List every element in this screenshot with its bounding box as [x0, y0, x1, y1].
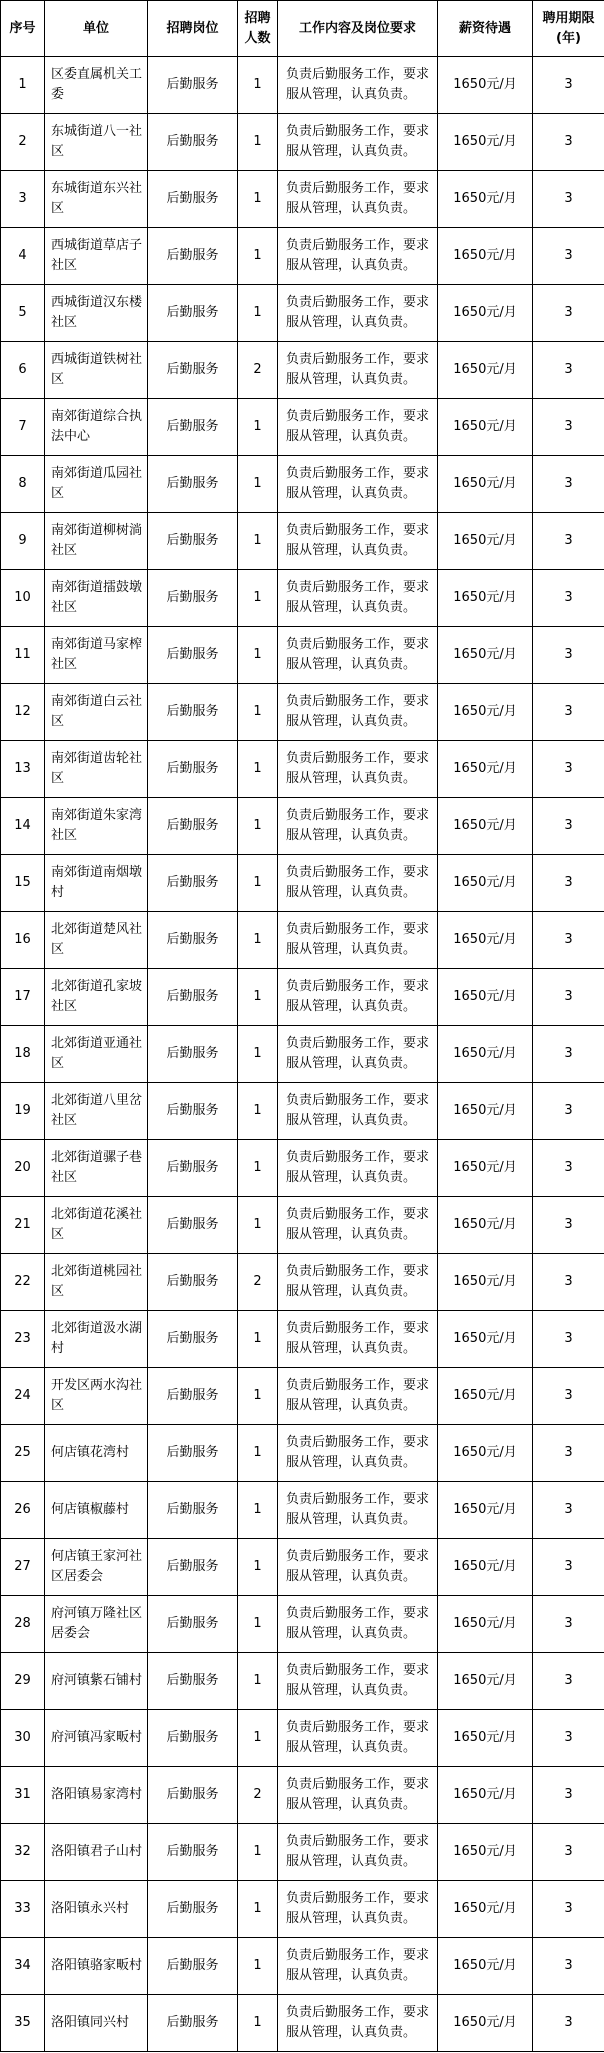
cell-unit: 北郊街道楚风社区 [45, 912, 148, 969]
cell-unit: 府河镇万隆社区居委会 [45, 1596, 148, 1653]
cell-salary: 1650元/月 [438, 1083, 533, 1140]
cell-position: 后勤服务 [148, 57, 238, 114]
cell-position: 后勤服务 [148, 1995, 238, 2052]
table-row [1, 456, 604, 513]
cell-count: 1 [238, 1596, 278, 1653]
cell-unit: 北郊街道亚通社区 [45, 1026, 148, 1083]
cell-salary: 1650元/月 [438, 57, 533, 114]
cell-position: 后勤服务 [148, 969, 238, 1026]
cell-salary: 1650元/月 [438, 1425, 533, 1482]
cell-position: 后勤服务 [148, 741, 238, 798]
cell-seq: 15 [1, 855, 45, 912]
cell-seq: 31 [1, 1767, 45, 1824]
cell-position: 后勤服务 [148, 1254, 238, 1311]
cell-seq: 35 [1, 1995, 45, 2052]
cell-unit: 南郊街道齿轮社区 [45, 741, 148, 798]
cell-salary: 1650元/月 [438, 1653, 533, 1710]
cell-desc: 负责后勤服务工作，要求服从管理，认真负责。 [278, 855, 438, 912]
cell-salary: 1650元/月 [438, 1539, 533, 1596]
table-row [1, 627, 604, 684]
cell-seq: 21 [1, 1197, 45, 1254]
table-row [1, 1482, 604, 1539]
cell-position: 后勤服务 [148, 342, 238, 399]
cell-count: 1 [238, 741, 278, 798]
cell-seq: 1 [1, 57, 45, 114]
cell-unit: 南郊街道综合执法中心 [45, 399, 148, 456]
cell-term: 3 [533, 1596, 604, 1653]
cell-unit: 洛阳镇易家湾村 [45, 1767, 148, 1824]
cell-term: 3 [533, 684, 604, 741]
cell-position: 后勤服务 [148, 855, 238, 912]
cell-count: 1 [238, 1881, 278, 1938]
cell-count: 1 [238, 1197, 278, 1254]
cell-unit: 北郊街道八里岔社区 [45, 1083, 148, 1140]
cell-desc: 负责后勤服务工作，要求服从管理，认真负责。 [278, 1425, 438, 1482]
cell-seq: 17 [1, 969, 45, 1026]
table-row [1, 1368, 604, 1425]
cell-term: 3 [533, 1710, 604, 1767]
cell-seq: 23 [1, 1311, 45, 1368]
cell-unit: 何店镇花湾村 [45, 1425, 148, 1482]
header-salary: 薪资待遇 [438, 1, 533, 57]
cell-seq: 14 [1, 798, 45, 855]
table-row [1, 1824, 604, 1881]
table-row [1, 684, 604, 741]
table-row [1, 1197, 604, 1254]
cell-term: 3 [533, 1482, 604, 1539]
cell-desc: 负责后勤服务工作，要求服从管理，认真负责。 [278, 1254, 438, 1311]
cell-term: 3 [533, 1140, 604, 1197]
cell-salary: 1650元/月 [438, 285, 533, 342]
cell-unit: 南郊街道擂鼓墩社区 [45, 570, 148, 627]
cell-position: 后勤服务 [148, 912, 238, 969]
cell-salary: 1650元/月 [438, 1596, 533, 1653]
cell-desc: 负责后勤服务工作，要求服从管理，认真负责。 [278, 1026, 438, 1083]
cell-desc: 负责后勤服务工作，要求服从管理，认真负责。 [278, 1197, 438, 1254]
cell-unit: 开发区两水沟社区 [45, 1368, 148, 1425]
cell-desc: 负责后勤服务工作，要求服从管理，认真负责。 [278, 912, 438, 969]
table-row [1, 114, 604, 171]
cell-term: 3 [533, 1083, 604, 1140]
cell-desc: 负责后勤服务工作，要求服从管理，认真负责。 [278, 798, 438, 855]
cell-count: 1 [238, 171, 278, 228]
cell-unit: 洛阳镇永兴村 [45, 1881, 148, 1938]
cell-salary: 1650元/月 [438, 1026, 533, 1083]
cell-term: 3 [533, 57, 604, 114]
table-row [1, 171, 604, 228]
cell-seq: 32 [1, 1824, 45, 1881]
cell-term: 3 [533, 570, 604, 627]
cell-desc: 负责后勤服务工作，要求服从管理，认真负责。 [278, 285, 438, 342]
cell-desc: 负责后勤服务工作，要求服从管理，认真负责。 [278, 1482, 438, 1539]
table-row [1, 285, 604, 342]
cell-term: 3 [533, 342, 604, 399]
cell-unit: 东城街道东兴社区 [45, 171, 148, 228]
cell-count: 1 [238, 114, 278, 171]
cell-term: 3 [533, 228, 604, 285]
table-row [1, 1710, 604, 1767]
cell-seq: 24 [1, 1368, 45, 1425]
cell-position: 后勤服务 [148, 1881, 238, 1938]
cell-salary: 1650元/月 [438, 627, 533, 684]
cell-position: 后勤服务 [148, 1083, 238, 1140]
cell-desc: 负责后勤服务工作，要求服从管理，认真负责。 [278, 228, 438, 285]
cell-term: 3 [533, 456, 604, 513]
cell-seq: 10 [1, 570, 45, 627]
cell-position: 后勤服务 [148, 1368, 238, 1425]
cell-unit: 西城街道汉东楼社区 [45, 285, 148, 342]
table-row [1, 1767, 604, 1824]
cell-seq: 28 [1, 1596, 45, 1653]
cell-term: 3 [533, 1197, 604, 1254]
cell-salary: 1650元/月 [438, 456, 533, 513]
cell-term: 3 [533, 627, 604, 684]
cell-desc: 负责后勤服务工作，要求服从管理，认真负责。 [278, 1938, 438, 1995]
cell-salary: 1650元/月 [438, 1995, 533, 2052]
cell-seq: 3 [1, 171, 45, 228]
cell-salary: 1650元/月 [438, 342, 533, 399]
cell-count: 1 [238, 399, 278, 456]
cell-count: 1 [238, 1653, 278, 1710]
cell-count: 1 [238, 1482, 278, 1539]
cell-count: 1 [238, 1710, 278, 1767]
cell-unit: 南郊街道朱家湾社区 [45, 798, 148, 855]
table-row [1, 228, 604, 285]
cell-desc: 负责后勤服务工作，要求服从管理，认真负责。 [278, 570, 438, 627]
cell-salary: 1650元/月 [438, 513, 533, 570]
cell-count: 1 [238, 912, 278, 969]
cell-unit: 北郊街道桃园社区 [45, 1254, 148, 1311]
cell-count: 1 [238, 1938, 278, 1995]
cell-count: 1 [238, 1083, 278, 1140]
table-row [1, 741, 604, 798]
table-row [1, 57, 604, 114]
cell-desc: 负责后勤服务工作，要求服从管理，认真负责。 [278, 399, 438, 456]
cell-seq: 34 [1, 1938, 45, 1995]
cell-position: 后勤服务 [148, 513, 238, 570]
cell-term: 3 [533, 285, 604, 342]
cell-term: 3 [533, 912, 604, 969]
table-row [1, 1995, 604, 2052]
cell-seq: 22 [1, 1254, 45, 1311]
cell-count: 1 [238, 798, 278, 855]
table-row [1, 912, 604, 969]
cell-salary: 1650元/月 [438, 114, 533, 171]
cell-desc: 负责后勤服务工作，要求服从管理，认真负责。 [278, 627, 438, 684]
cell-seq: 13 [1, 741, 45, 798]
cell-unit: 洛阳镇同兴村 [45, 1995, 148, 2052]
cell-seq: 5 [1, 285, 45, 342]
cell-desc: 负责后勤服务工作，要求服从管理，认真负责。 [278, 741, 438, 798]
table-row [1, 1539, 604, 1596]
cell-seq: 29 [1, 1653, 45, 1710]
cell-desc: 负责后勤服务工作，要求服从管理，认真负责。 [278, 1539, 438, 1596]
cell-unit: 区委直属机关工委 [45, 57, 148, 114]
cell-position: 后勤服务 [148, 1539, 238, 1596]
table-row [1, 1653, 604, 1710]
header-unit: 单位 [45, 1, 148, 57]
cell-seq: 19 [1, 1083, 45, 1140]
cell-term: 3 [533, 1938, 604, 1995]
cell-position: 后勤服务 [148, 1425, 238, 1482]
table-row [1, 1311, 604, 1368]
cell-unit: 北郊街道汲水湖村 [45, 1311, 148, 1368]
cell-position: 后勤服务 [148, 1026, 238, 1083]
table-row [1, 513, 604, 570]
cell-salary: 1650元/月 [438, 228, 533, 285]
cell-seq: 30 [1, 1710, 45, 1767]
cell-unit: 北郊街道孔家坡社区 [45, 969, 148, 1026]
cell-desc: 负责后勤服务工作，要求服从管理，认真负责。 [278, 1653, 438, 1710]
cell-count: 2 [238, 1254, 278, 1311]
cell-count: 1 [238, 1539, 278, 1596]
header-row [1, 1, 604, 57]
cell-desc: 负责后勤服务工作，要求服从管理，认真负责。 [278, 456, 438, 513]
table-row [1, 1596, 604, 1653]
cell-position: 后勤服务 [148, 627, 238, 684]
cell-term: 3 [533, 798, 604, 855]
cell-unit: 何店镇王家河社区居委会 [45, 1539, 148, 1596]
cell-salary: 1650元/月 [438, 1482, 533, 1539]
cell-salary: 1650元/月 [438, 1710, 533, 1767]
cell-position: 后勤服务 [148, 798, 238, 855]
cell-count: 1 [238, 456, 278, 513]
table-row [1, 570, 604, 627]
cell-term: 3 [533, 1425, 604, 1482]
cell-position: 后勤服务 [148, 171, 238, 228]
cell-unit: 南郊街道白云社区 [45, 684, 148, 741]
cell-count: 1 [238, 1311, 278, 1368]
cell-term: 3 [533, 1539, 604, 1596]
cell-seq: 16 [1, 912, 45, 969]
cell-desc: 负责后勤服务工作，要求服从管理，认真负责。 [278, 1140, 438, 1197]
cell-position: 后勤服务 [148, 1938, 238, 1995]
cell-unit: 洛阳镇君子山村 [45, 1824, 148, 1881]
cell-desc: 负责后勤服务工作，要求服从管理，认真负责。 [278, 57, 438, 114]
cell-position: 后勤服务 [148, 228, 238, 285]
cell-desc: 负责后勤服务工作，要求服从管理，认真负责。 [278, 1368, 438, 1425]
cell-seq: 8 [1, 456, 45, 513]
cell-term: 3 [533, 513, 604, 570]
table-row [1, 1938, 604, 1995]
cell-term: 3 [533, 1881, 604, 1938]
cell-term: 3 [533, 114, 604, 171]
cell-count: 1 [238, 1026, 278, 1083]
cell-desc: 负责后勤服务工作，要求服从管理，认真负责。 [278, 114, 438, 171]
header-count: 招聘人数 [238, 1, 278, 57]
cell-seq: 26 [1, 1482, 45, 1539]
table-row [1, 798, 604, 855]
cell-position: 后勤服务 [148, 285, 238, 342]
cell-unit: 西城街道铁树社区 [45, 342, 148, 399]
header-seq: 序号 [1, 1, 45, 57]
cell-salary: 1650元/月 [438, 1311, 533, 1368]
cell-salary: 1650元/月 [438, 855, 533, 912]
cell-desc: 负责后勤服务工作，要求服从管理，认真负责。 [278, 171, 438, 228]
header-position: 招聘岗位 [148, 1, 238, 57]
cell-seq: 20 [1, 1140, 45, 1197]
cell-term: 3 [533, 171, 604, 228]
cell-position: 后勤服务 [148, 1197, 238, 1254]
cell-unit: 南郊街道瓜园社区 [45, 456, 148, 513]
cell-seq: 6 [1, 342, 45, 399]
cell-count: 1 [238, 1995, 278, 2052]
cell-seq: 7 [1, 399, 45, 456]
cell-salary: 1650元/月 [438, 741, 533, 798]
table-row [1, 1425, 604, 1482]
cell-seq: 2 [1, 114, 45, 171]
table-row [1, 399, 604, 456]
cell-term: 3 [533, 1254, 604, 1311]
cell-salary: 1650元/月 [438, 1254, 533, 1311]
cell-salary: 1650元/月 [438, 1881, 533, 1938]
cell-count: 1 [238, 513, 278, 570]
cell-count: 1 [238, 1368, 278, 1425]
cell-position: 后勤服务 [148, 456, 238, 513]
cell-seq: 18 [1, 1026, 45, 1083]
cell-salary: 1650元/月 [438, 570, 533, 627]
cell-count: 1 [238, 228, 278, 285]
cell-count: 1 [238, 57, 278, 114]
table-row [1, 969, 604, 1026]
table-row [1, 855, 604, 912]
cell-unit: 府河镇紫石铺村 [45, 1653, 148, 1710]
cell-desc: 负责后勤服务工作，要求服从管理，认真负责。 [278, 513, 438, 570]
cell-salary: 1650元/月 [438, 1368, 533, 1425]
cell-seq: 9 [1, 513, 45, 570]
cell-count: 1 [238, 684, 278, 741]
cell-count: 2 [238, 342, 278, 399]
cell-salary: 1650元/月 [438, 171, 533, 228]
cell-position: 后勤服务 [148, 1482, 238, 1539]
cell-salary: 1650元/月 [438, 684, 533, 741]
cell-count: 1 [238, 570, 278, 627]
cell-salary: 1650元/月 [438, 1197, 533, 1254]
cell-position: 后勤服务 [148, 1311, 238, 1368]
cell-term: 3 [533, 399, 604, 456]
cell-count: 2 [238, 1767, 278, 1824]
cell-unit: 南郊街道南烟墩村 [45, 855, 148, 912]
cell-position: 后勤服务 [148, 684, 238, 741]
cell-term: 3 [533, 1368, 604, 1425]
table-row [1, 1140, 604, 1197]
cell-desc: 负责后勤服务工作，要求服从管理，认真负责。 [278, 1311, 438, 1368]
cell-position: 后勤服务 [148, 1824, 238, 1881]
cell-unit: 北郊街道花溪社区 [45, 1197, 148, 1254]
cell-term: 3 [533, 1824, 604, 1881]
cell-position: 后勤服务 [148, 570, 238, 627]
cell-seq: 12 [1, 684, 45, 741]
cell-unit: 南郊街道马家榨社区 [45, 627, 148, 684]
cell-term: 3 [533, 1767, 604, 1824]
cell-desc: 负责后勤服务工作，要求服从管理，认真负责。 [278, 1710, 438, 1767]
cell-count: 1 [238, 627, 278, 684]
header-term: 聘用期限(年) [533, 1, 604, 57]
cell-unit: 府河镇冯家畈村 [45, 1710, 148, 1767]
cell-desc: 负责后勤服务工作，要求服从管理，认真负责。 [278, 1995, 438, 2052]
cell-position: 后勤服务 [148, 1140, 238, 1197]
cell-count: 1 [238, 969, 278, 1026]
cell-position: 后勤服务 [148, 1653, 238, 1710]
table-row [1, 1254, 604, 1311]
cell-desc: 负责后勤服务工作，要求服从管理，认真负责。 [278, 1881, 438, 1938]
cell-count: 1 [238, 855, 278, 912]
cell-salary: 1650元/月 [438, 1824, 533, 1881]
cell-salary: 1650元/月 [438, 1140, 533, 1197]
cell-unit: 南郊街道柳树淌社区 [45, 513, 148, 570]
cell-salary: 1650元/月 [438, 1767, 533, 1824]
cell-desc: 负责后勤服务工作，要求服从管理，认真负责。 [278, 684, 438, 741]
cell-salary: 1650元/月 [438, 1938, 533, 1995]
cell-desc: 负责后勤服务工作，要求服从管理，认真负责。 [278, 1596, 438, 1653]
header-desc: 工作内容及岗位要求 [278, 1, 438, 57]
table-row [1, 1083, 604, 1140]
table-row [1, 342, 604, 399]
cell-term: 3 [533, 1653, 604, 1710]
cell-position: 后勤服务 [148, 1767, 238, 1824]
cell-seq: 11 [1, 627, 45, 684]
cell-seq: 4 [1, 228, 45, 285]
cell-term: 3 [533, 855, 604, 912]
cell-count: 1 [238, 1824, 278, 1881]
cell-term: 3 [533, 741, 604, 798]
cell-desc: 负责后勤服务工作，要求服从管理，认真负责。 [278, 1767, 438, 1824]
cell-count: 1 [238, 285, 278, 342]
cell-unit: 北郊街道骡子巷社区 [45, 1140, 148, 1197]
cell-salary: 1650元/月 [438, 969, 533, 1026]
cell-term: 3 [533, 969, 604, 1026]
cell-desc: 负责后勤服务工作，要求服从管理，认真负责。 [278, 1083, 438, 1140]
cell-desc: 负责后勤服务工作，要求服从管理，认真负责。 [278, 969, 438, 1026]
cell-term: 3 [533, 1026, 604, 1083]
cell-unit: 何店镇椒藤村 [45, 1482, 148, 1539]
cell-position: 后勤服务 [148, 114, 238, 171]
cell-position: 后勤服务 [148, 1710, 238, 1767]
cell-position: 后勤服务 [148, 399, 238, 456]
cell-desc: 负责后勤服务工作，要求服从管理，认真负责。 [278, 342, 438, 399]
table-row [1, 1881, 604, 1938]
cell-salary: 1650元/月 [438, 798, 533, 855]
cell-unit: 西城街道草店子社区 [45, 228, 148, 285]
cell-desc: 负责后勤服务工作，要求服从管理，认真负责。 [278, 1824, 438, 1881]
cell-count: 1 [238, 1140, 278, 1197]
cell-salary: 1650元/月 [438, 399, 533, 456]
cell-seq: 25 [1, 1425, 45, 1482]
cell-unit: 东城街道八一社区 [45, 114, 148, 171]
cell-position: 后勤服务 [148, 1596, 238, 1653]
cell-term: 3 [533, 1995, 604, 2052]
cell-term: 3 [533, 1311, 604, 1368]
table-row [1, 1026, 604, 1083]
cell-seq: 27 [1, 1539, 45, 1596]
cell-count: 1 [238, 1425, 278, 1482]
cell-seq: 33 [1, 1881, 45, 1938]
cell-salary: 1650元/月 [438, 912, 533, 969]
cell-unit: 洛阳镇骆家畈村 [45, 1938, 148, 1995]
